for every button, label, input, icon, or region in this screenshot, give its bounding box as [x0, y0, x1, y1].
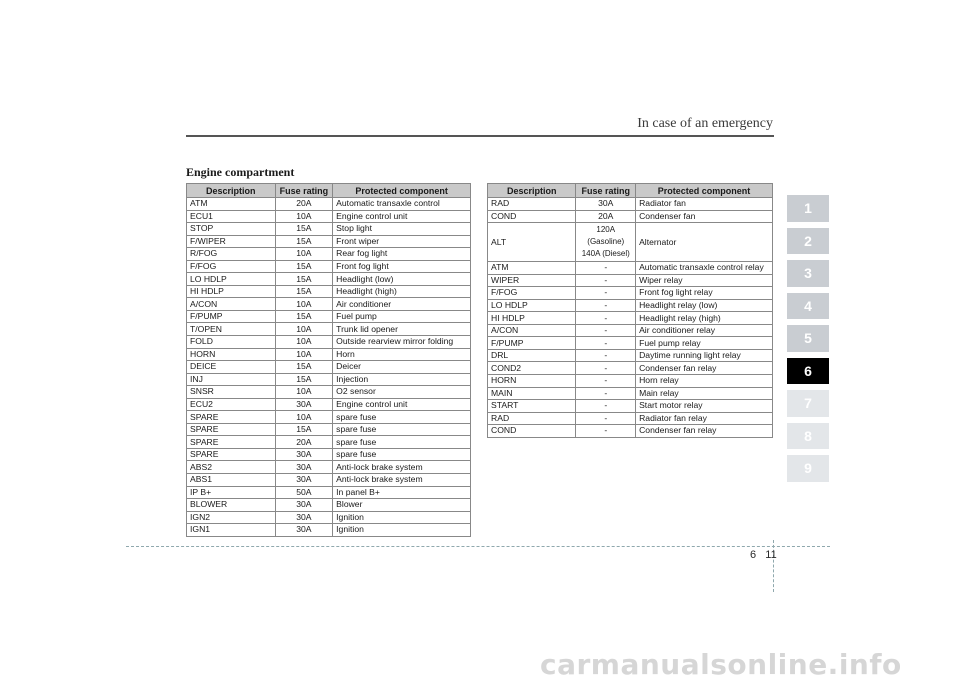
fuse-rating: 15A: [275, 235, 333, 248]
fuse-description: ATM: [488, 262, 576, 275]
column-header-protected-component: Protected component: [636, 184, 773, 198]
protected-component: spare fuse: [333, 448, 471, 461]
fuse-description: ALT: [488, 223, 576, 262]
fuse-table-left: [186, 183, 471, 537]
chapter-tab-8[interactable]: 8: [787, 423, 829, 450]
fuse-rating: -: [576, 412, 636, 425]
protected-component: Blower: [333, 499, 471, 512]
fuse-description: WIPER: [488, 274, 576, 287]
footer-vertical-divider: [773, 540, 774, 592]
table-row: [488, 210, 773, 223]
chapter-tab-5[interactable]: 5: [787, 325, 829, 352]
fuse-description: INJ: [187, 373, 276, 386]
column-header-fuse-rating: Fuse rating: [576, 184, 636, 198]
table-row: [187, 499, 471, 512]
fuse-description: SNSR: [187, 386, 276, 399]
fuse-description: ECU2: [187, 398, 276, 411]
table-row: [488, 337, 773, 350]
fuse-rating: 10A: [275, 336, 333, 349]
fuse-rating: 50A: [275, 486, 333, 499]
fuse-rating: -: [576, 274, 636, 287]
table-row: [187, 260, 471, 273]
fuse-description: F/FOG: [187, 260, 276, 273]
table-row: [187, 398, 471, 411]
fuse-rating: 30A: [275, 461, 333, 474]
table-row: [187, 273, 471, 286]
protected-component: spare fuse: [333, 436, 471, 449]
table-row: [187, 373, 471, 386]
fuse-description: DEICE: [187, 361, 276, 374]
fuse-description: SPARE: [187, 448, 276, 461]
fuse-rating: 15A: [275, 273, 333, 286]
watermark-text: carmanualsonline.info: [540, 648, 902, 679]
fuse-description: HI HDLP: [488, 312, 576, 325]
protected-component: Condenser fan relay: [636, 362, 773, 375]
fuse-rating: 30A: [576, 198, 636, 211]
protected-component: Engine control unit: [333, 210, 471, 223]
protected-component: Horn relay: [636, 375, 773, 388]
table-row: [187, 524, 471, 537]
fuse-description: LO HDLP: [187, 273, 276, 286]
fuse-rating: 30A: [275, 448, 333, 461]
table-row: [187, 223, 471, 236]
table-row: [187, 348, 471, 361]
fuse-description: RAD: [488, 412, 576, 425]
table-row: [488, 287, 773, 300]
protected-component: Anti-lock brake system: [333, 474, 471, 487]
table-header-row: [488, 184, 773, 198]
fuse-rating: 15A: [275, 423, 333, 436]
chapter-tab-7[interactable]: 7: [787, 390, 829, 417]
protected-component: Air conditioner relay: [636, 324, 773, 337]
protected-component: Condenser fan relay: [636, 425, 773, 438]
fuse-rating: 30A: [275, 511, 333, 524]
table-row: [488, 349, 773, 362]
fuse-description: RAD: [488, 198, 576, 211]
protected-component: Automatic transaxle control: [333, 198, 471, 211]
table-row: [488, 312, 773, 325]
protected-component: Engine control unit: [333, 398, 471, 411]
table-row: [187, 198, 471, 211]
table-row: [187, 310, 471, 323]
protected-component: Headlight (low): [333, 273, 471, 286]
fuse-description: ATM: [187, 198, 276, 211]
fuse-description: DRL: [488, 349, 576, 362]
fuse-rating: -: [576, 337, 636, 350]
table-header-row: [187, 184, 471, 198]
fuse-rating: 10A: [275, 323, 333, 336]
fuse-rating: -: [576, 299, 636, 312]
fuse-rating: 120A (Gasoline) 140A (Diesel): [576, 223, 636, 262]
protected-component: Daytime running light relay: [636, 349, 773, 362]
table-row: [187, 423, 471, 436]
table-row: [488, 198, 773, 211]
fuse-rating: 10A: [275, 298, 333, 311]
table-row: [187, 411, 471, 424]
chapter-tab-9[interactable]: 9: [787, 455, 829, 482]
fuse-rating: 30A: [275, 524, 333, 537]
protected-component: O2 sensor: [333, 386, 471, 399]
fuse-description: T/OPEN: [187, 323, 276, 336]
fuse-description: STOP: [187, 223, 276, 236]
fuse-rating: 15A: [275, 285, 333, 298]
fuse-description: SPARE: [187, 436, 276, 449]
fuse-description: F/WIPER: [187, 235, 276, 248]
protected-component: Start motor relay: [636, 400, 773, 413]
page-chapter: 6: [750, 549, 757, 561]
fuse-rating: 10A: [275, 348, 333, 361]
protected-component: Front wiper: [333, 235, 471, 248]
fuse-description: ABS2: [187, 461, 276, 474]
fuse-rating: 10A: [275, 248, 333, 261]
section-title: Engine compartment: [186, 165, 295, 179]
table-row: [187, 448, 471, 461]
table-row: [488, 387, 773, 400]
fuse-description: HORN: [488, 375, 576, 388]
fuse-description: A/CON: [488, 324, 576, 337]
fuse-description: IP B+: [187, 486, 276, 499]
fuse-rating: -: [576, 400, 636, 413]
fuse-rating: -: [576, 362, 636, 375]
fuse-rating: 20A: [576, 210, 636, 223]
fuse-description: HI HDLP: [187, 285, 276, 298]
table-row: [488, 262, 773, 275]
table-row: [187, 248, 471, 261]
protected-component: Outside rearview mirror folding: [333, 336, 471, 349]
fuse-description: F/FOG: [488, 287, 576, 300]
chapter-tab-2[interactable]: 2: [787, 228, 829, 255]
chapter-tab-list: [787, 195, 829, 488]
protected-component: Front fog light: [333, 260, 471, 273]
fuse-description: IGN2: [187, 511, 276, 524]
protected-component: spare fuse: [333, 423, 471, 436]
protected-component: Fuel pump relay: [636, 337, 773, 350]
column-header-protected-component: Protected component: [333, 184, 471, 198]
protected-component: Automatic transaxle control relay: [636, 262, 773, 275]
fuse-rating: 10A: [275, 411, 333, 424]
protected-component: Injection: [333, 373, 471, 386]
table-row: [488, 412, 773, 425]
protected-component: Headlight (high): [333, 285, 471, 298]
chapter-tab-6[interactable]: 6: [787, 358, 829, 385]
protected-component: Anti-lock brake system: [333, 461, 471, 474]
fuse-description: COND2: [488, 362, 576, 375]
table-row: [488, 375, 773, 388]
table-row: [187, 323, 471, 336]
fuse-description: IGN1: [187, 524, 276, 537]
fuse-table-right: [487, 183, 773, 438]
fuse-description: MAIN: [488, 387, 576, 400]
table-row: [187, 336, 471, 349]
fuse-rating: -: [576, 387, 636, 400]
table-row: [187, 461, 471, 474]
fuse-rating: 20A: [275, 436, 333, 449]
table-row: [187, 298, 471, 311]
protected-component: Alternator: [636, 223, 773, 262]
fuse-description: F/PUMP: [488, 337, 576, 350]
table-row: [488, 425, 773, 438]
protected-component: Deicer: [333, 361, 471, 374]
table-row: [187, 511, 471, 524]
protected-component: Headlight relay (low): [636, 299, 773, 312]
chapter-tab-3[interactable]: 3: [787, 260, 829, 287]
protected-component: spare fuse: [333, 411, 471, 424]
table-row: [187, 361, 471, 374]
fuse-description: HORN: [187, 348, 276, 361]
protected-component: Wiper relay: [636, 274, 773, 287]
protected-component: Main relay: [636, 387, 773, 400]
fuse-rating: -: [576, 324, 636, 337]
fuse-description: ABS1: [187, 474, 276, 487]
table-row: [187, 285, 471, 298]
protected-component: Trunk lid opener: [333, 323, 471, 336]
table-row: [187, 235, 471, 248]
protected-component: Fuel pump: [333, 310, 471, 323]
fuse-description: SPARE: [187, 411, 276, 424]
protected-component: Ignition: [333, 511, 471, 524]
fuse-description: LO HDLP: [488, 299, 576, 312]
table-row: [187, 386, 471, 399]
protected-component: Horn: [333, 348, 471, 361]
table-row: [488, 362, 773, 375]
fuse-rating: 20A: [275, 198, 333, 211]
fuse-description: COND: [488, 425, 576, 438]
protected-component: Front fog light relay: [636, 287, 773, 300]
fuse-rating: -: [576, 287, 636, 300]
header-rule: [186, 135, 774, 137]
table-row: [488, 274, 773, 287]
protected-component: Headlight relay (high): [636, 312, 773, 325]
fuse-rating: 15A: [275, 361, 333, 374]
table-row: [187, 486, 471, 499]
protected-component: Air conditioner: [333, 298, 471, 311]
protected-component: Rear fog light: [333, 248, 471, 261]
fuse-description: FOLD: [187, 336, 276, 349]
protected-component: Stop light: [333, 223, 471, 236]
fuse-description: ECU1: [187, 210, 276, 223]
table-row: [488, 299, 773, 312]
fuse-rating: -: [576, 262, 636, 275]
protected-component: Condenser fan: [636, 210, 773, 223]
fuse-rating: -: [576, 425, 636, 438]
fuse-rating: 30A: [275, 499, 333, 512]
chapter-tab-4[interactable]: 4: [787, 293, 829, 320]
fuse-description: COND: [488, 210, 576, 223]
fuse-rating: 15A: [275, 223, 333, 236]
table-row: [488, 400, 773, 413]
fuse-rating: 15A: [275, 310, 333, 323]
table-row: [488, 223, 773, 262]
fuse-rating: 10A: [275, 210, 333, 223]
fuse-description: A/CON: [187, 298, 276, 311]
fuse-description: BLOWER: [187, 499, 276, 512]
fuse-rating: 30A: [275, 398, 333, 411]
fuse-rating: 30A: [275, 474, 333, 487]
fuse-description: START: [488, 400, 576, 413]
fuse-rating: -: [576, 312, 636, 325]
fuse-rating: 15A: [275, 373, 333, 386]
fuse-rating: -: [576, 349, 636, 362]
fuse-rating: 15A: [275, 260, 333, 273]
running-header-title: In case of an emergency: [637, 116, 773, 131]
protected-component: Radiator fan relay: [636, 412, 773, 425]
fuse-rating: -: [576, 375, 636, 388]
column-header-description: Description: [488, 184, 576, 198]
column-header-fuse-rating: Fuse rating: [275, 184, 333, 198]
table-row: [187, 474, 471, 487]
table-row: [187, 436, 471, 449]
fuse-description: R/FOG: [187, 248, 276, 261]
protected-component: Radiator fan: [636, 198, 773, 211]
page-index: 11: [765, 549, 777, 561]
fuse-rating: 10A: [275, 386, 333, 399]
fuse-description: SPARE: [187, 423, 276, 436]
protected-component: Ignition: [333, 524, 471, 537]
page-number: [750, 549, 777, 561]
protected-component: In panel B+: [333, 486, 471, 499]
table-row: [187, 210, 471, 223]
chapter-tab-1[interactable]: 1: [787, 195, 829, 222]
fuse-description: F/PUMP: [187, 310, 276, 323]
footer-divider: [126, 546, 830, 547]
column-header-description: Description: [187, 184, 276, 198]
table-row: [488, 324, 773, 337]
